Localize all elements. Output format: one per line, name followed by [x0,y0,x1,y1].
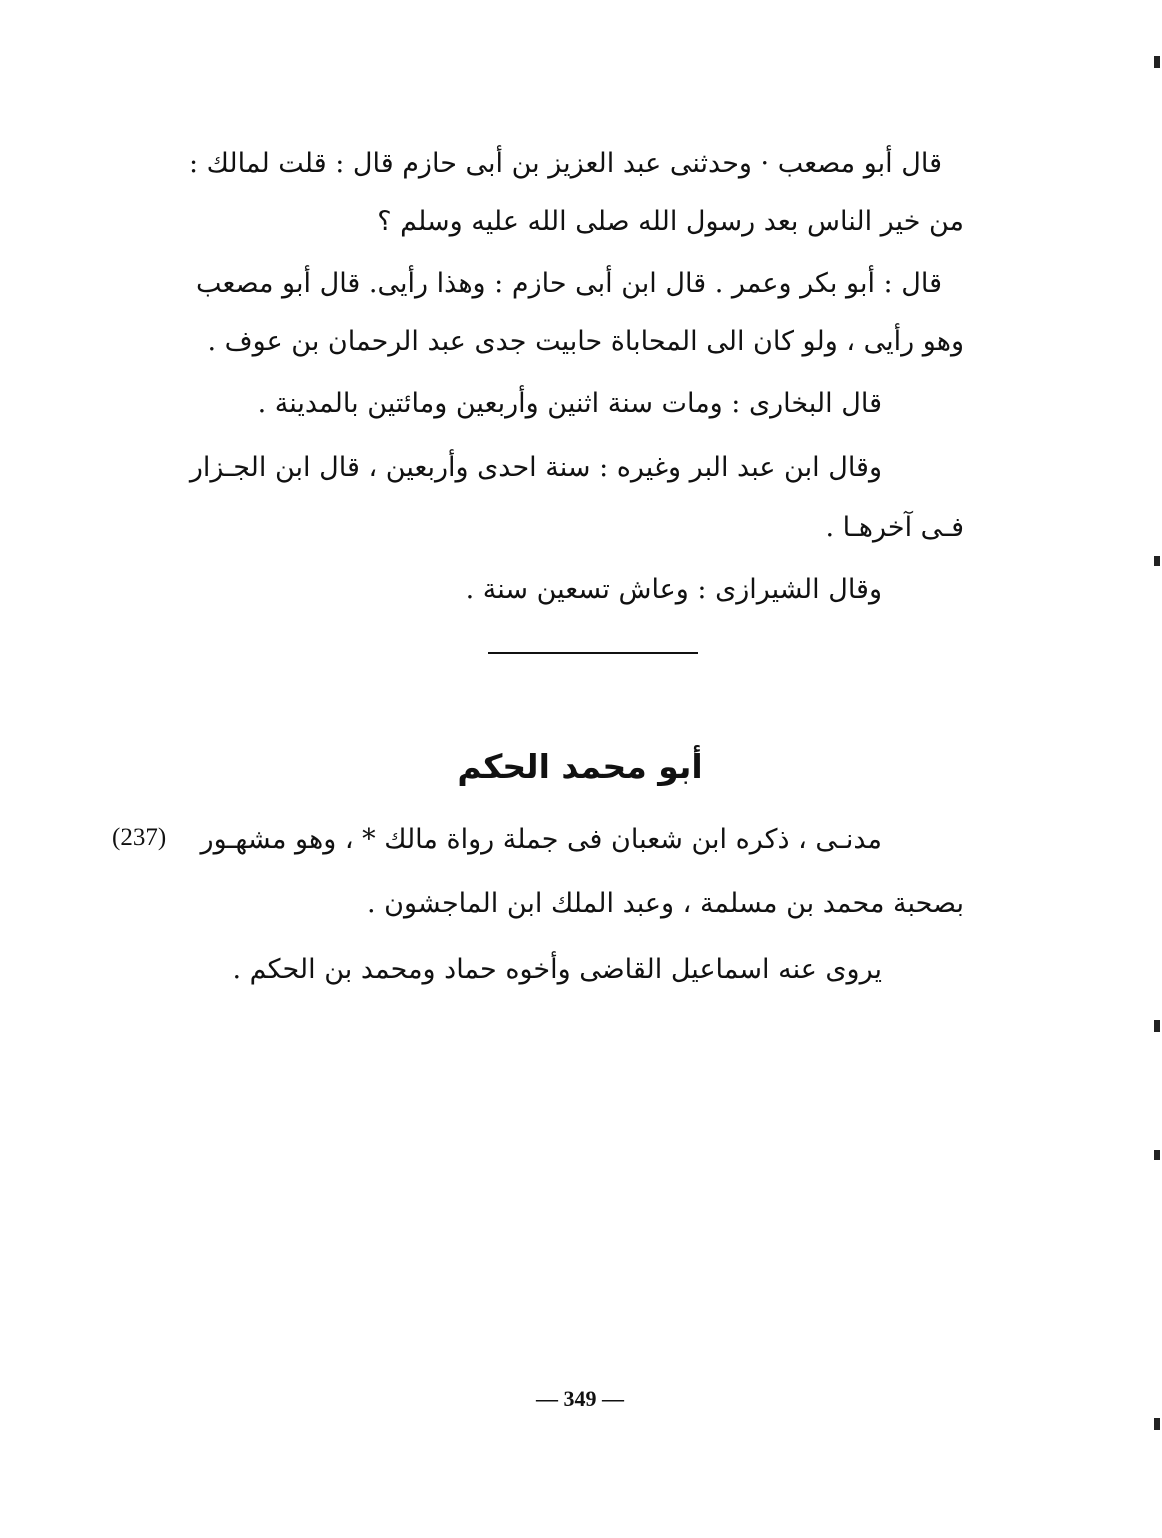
paragraph-line: وقال الشيرازى : وعاش تسعين سنة . [465,574,882,605]
section-heading: أبو محمد الحكم [457,747,703,786]
paragraph-line: وقال ابن عبد البر وغيره : سنة احدى وأربعين ، قال ابن الجـزار [189,452,882,483]
paragraph-line: من خير الناس بعد رسول الله صلى الله عليه وسلم ؟ [377,206,964,237]
entry-number: (237) [112,824,167,851]
scan-edge-mark [1154,1150,1160,1160]
entry-line: يروى عنه اسماعيل القاضى وأخوه حماد ومحمد بن الحكم . [232,954,882,985]
section-divider [488,652,698,654]
paragraph-line: قال البخارى : ومات سنة اثنين وأربعين ومائتين بالمدينة . [257,388,882,419]
paragraph-line: قال أبو مصعب · وحدثنى عبد العزيز بن أبى حازم قال : قلت لمالك : [188,148,942,179]
entry-line: بصحبة محمد بن مسلمة ، وعبد الملك ابن الماجشون . [366,888,964,919]
page-number: — 349 — [536,1386,624,1411]
scan-edge-mark [1154,1020,1160,1032]
scan-edge-mark [1154,556,1160,566]
scan-edge-mark [1154,56,1160,68]
paragraph-line: فـى آخرهـا . [825,512,964,543]
paragraph-line: قال : أبو بكر وعمر . قال ابن أبى حازم : وهذا رأيى. قال أبو مصعب [196,268,942,299]
scan-edge-mark [1154,1418,1160,1430]
entry-line: مدنـى ، ذكره ابن شعبان فى جملة رواة مالك * ، وهو مشهـور [200,824,882,855]
paragraph-line: وهو رأيى ، ولو كان الى المحاباة حابيت جدى عبد الرحمان بن عوف . [207,326,964,357]
